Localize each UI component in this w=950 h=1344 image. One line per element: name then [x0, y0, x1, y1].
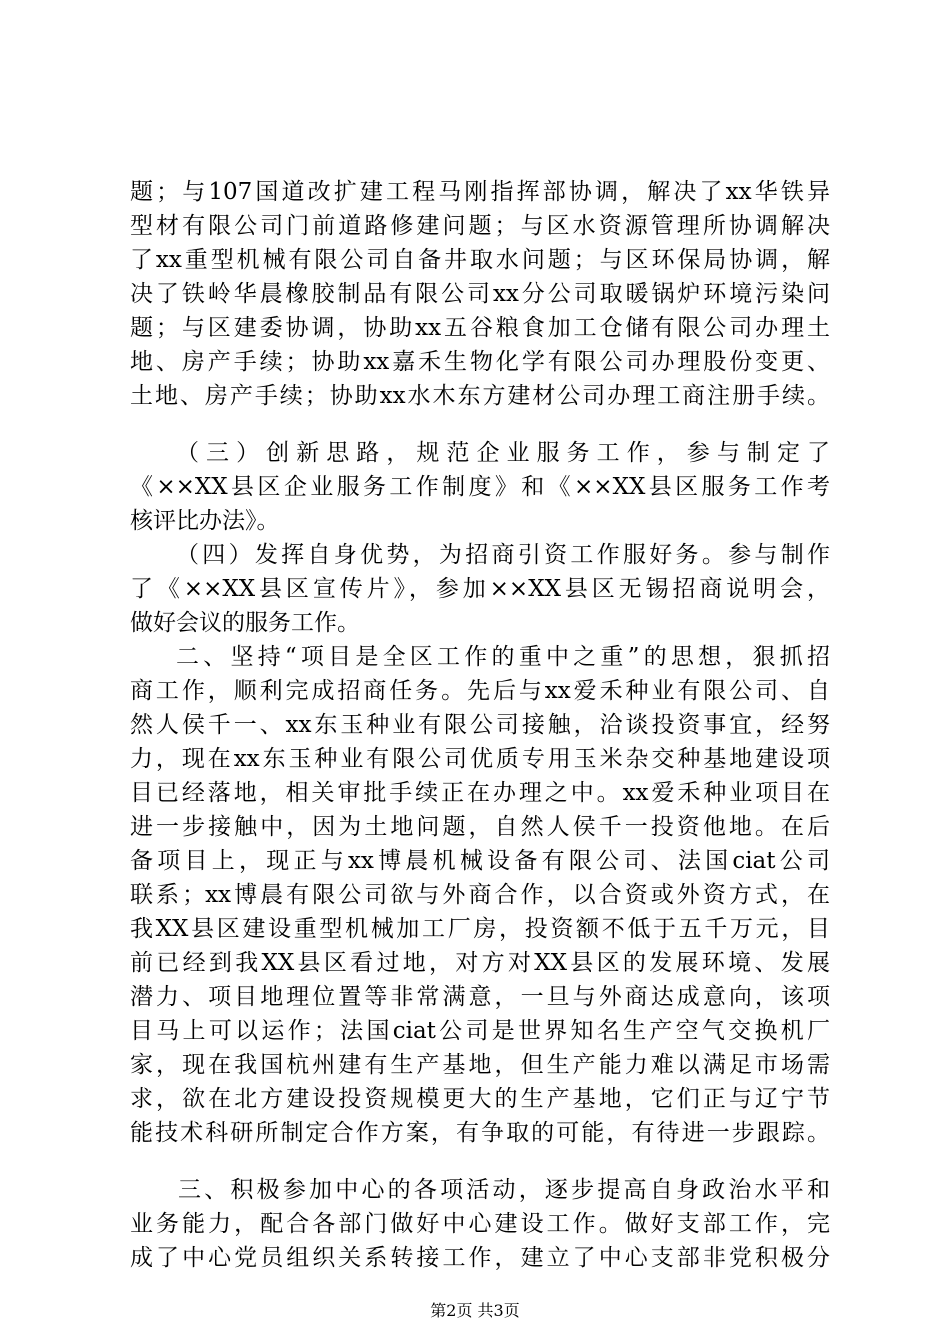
text-line: 决了铁岭华晨橡胶制品有限公司xx分公司取暖锅炉环境污染问	[130, 281, 830, 307]
text-line: 然人侯千一、xx东玉种业有限公司接触，洽谈投资事宜，经努	[130, 712, 830, 738]
text-line: 目已经落地，相关审批手续正在办理之中。xx爱禾种业项目在	[130, 780, 830, 806]
text-line: 目马上可以运作；法国ciat公司是世界知名生产空气交换机厂	[130, 1018, 830, 1044]
text-line: 求，欲在北方建设投资规模更大的生产基地，它们正与辽宁节	[130, 1086, 830, 1112]
paragraph-heading: （四）发挥自身优势，为招商引资工作服好务。参与制作	[176, 542, 830, 568]
text-line: 成了中心党员组织关系转接工作，建立了中心支部非党积极分	[130, 1245, 830, 1271]
paragraph-heading: 三、积极参加中心的各项活动，逐步提高自身政治水平和	[178, 1177, 830, 1203]
text-line: 联系；xx博晨有限公司欲与外商合作，以合资或外资方式，在	[130, 882, 830, 908]
paragraph-heading: 二、坚持“项目是全区工作的重中之重”的思想，狠抓招	[176, 644, 830, 670]
text-line: 做好会议的服务工作。	[130, 610, 360, 636]
text-line: 潜力、项目地理位置等非常满意，一旦与外商达成意向，该项	[130, 984, 830, 1010]
page-number: 第2页 共3页	[430, 1301, 520, 1320]
text-line: 能技术科研所制定合作方案，有争取的可能，有待进一步跟踪。	[130, 1120, 830, 1146]
text-line: 型材有限公司门前道路修建问题；与区水资源管理所协调解决	[130, 213, 830, 239]
text-line: 备项目上，现正与xx博晨机械设备有限公司、法国ciat公司	[130, 848, 830, 874]
text-line: 家，现在我国杭州建有生产基地，但生产能力难以满足市场需	[130, 1052, 830, 1078]
paragraph-heading: （三）创新思路，规范企业服务工作，参与制定了	[176, 440, 830, 466]
text-line: 了xx重型机械有限公司自备井取水问题；与区环保局协调，解	[130, 247, 830, 273]
text-line: 我XX县区建设重型机械加工厂房，投资额不低于五千万元，目	[130, 916, 830, 942]
text-line: 题；与107国道改扩建工程马刚指挥部协调，解决了xx华铁异	[130, 179, 830, 205]
text-line: 《××XX县区企业服务工作制度》和《××XX县区服务工作考	[130, 474, 830, 500]
text-line: 核评比办法》。	[130, 508, 280, 534]
text-line: 了《××XX县区宣传片》，参加××XX县区无锡招商说明会，	[130, 576, 830, 602]
text-line: 商工作，顺利完成招商任务。先后与xx爱禾种业有限公司、自	[130, 678, 830, 704]
text-line: 业务能力，配合各部门做好中心建设工作。做好支部工作，完	[130, 1211, 830, 1237]
text-line: 进一步接触中，因为土地问题，自然人侯千一投资他地。在后	[130, 814, 830, 840]
text-line: 地、房产手续；协助xx嘉禾生物化学有限公司办理股份变更、	[130, 349, 830, 375]
text-line: 题；与区建委协调，协助xx五谷粮食加工仓储有限公司办理土	[130, 315, 830, 341]
text-line: 前已经到我XX县区看过地，对方对XX县区的发展环境、发展	[130, 950, 830, 976]
text-line: 土地、房产手续；协助xx水木东方建材公司办理工商注册手续。	[130, 383, 830, 409]
text-line: 力，现在xx东玉种业有限公司优质专用玉米杂交种基地建设项	[130, 746, 830, 772]
